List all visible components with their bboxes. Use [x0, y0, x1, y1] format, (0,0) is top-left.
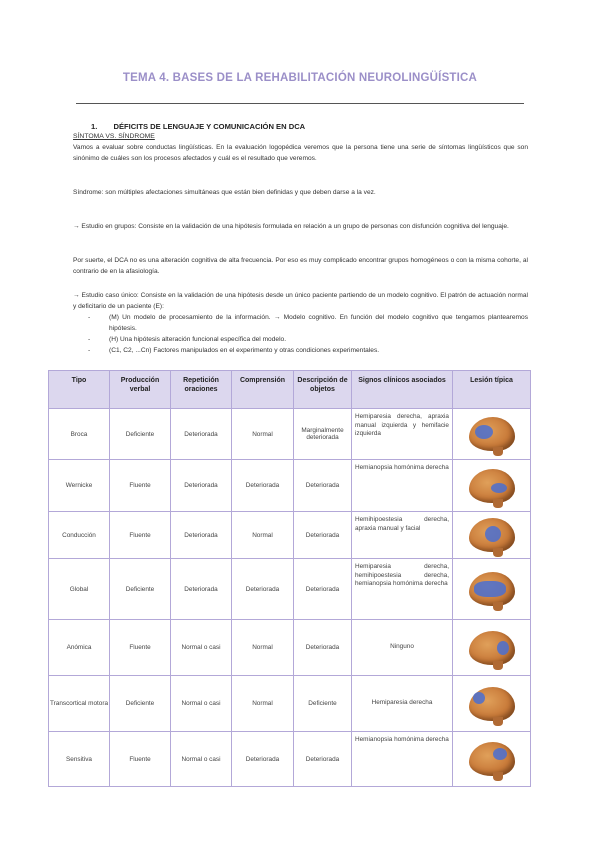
header-produccion: Producción verbal	[110, 371, 171, 409]
page-title: TEMA 4. BASES DE LA REHABILITACIÓN NEUROLINGÜÍSTICA	[122, 72, 478, 84]
brain-lesion-image	[469, 469, 515, 503]
header-signos: Signos clínicos asociados	[352, 371, 453, 409]
table-row	[49, 512, 531, 559]
cell-tipo: Sensitiva	[49, 732, 110, 787]
cell-comprension: Normal	[232, 620, 294, 676]
cell-comprension: Deteriorada	[232, 732, 294, 787]
cell-repeticion: Deteriorada	[171, 559, 232, 620]
cell-lesion	[453, 460, 531, 512]
cell-produccion: Fluente	[110, 460, 171, 512]
list-item	[88, 313, 528, 334]
cell-produccion: Fluente	[110, 732, 171, 787]
header-tipo: Tipo	[49, 371, 110, 409]
cell-lesion	[453, 676, 531, 732]
paragraph-intro: Vamos a evaluar sobre conductas lingüísticas. En la evaluación logopédica veremos que la persona tiene una serie de síntomas lingüísticos que son sinónimo de cuáles son los procesos afectados y cuál es el resultado que veremos.	[73, 144, 528, 162]
cell-signos: Hemiparesia derecha, hemihipoestesia derecha, hemianopsia homónima derecha	[352, 559, 453, 620]
cell-comprension: Normal	[232, 409, 294, 460]
table-row	[49, 732, 531, 787]
subtitle: SÍNTOMA VS. SÍNDROME	[73, 133, 155, 140]
section-title: DÉFICITS DE LENGUAJE Y COMUNICACIÓN EN DCA	[113, 122, 306, 131]
cell-signos: Hemianopsia homónima derecha	[352, 460, 453, 512]
cell-repeticion: Deteriorada	[171, 512, 232, 559]
cell-descripcion: Deteriorada	[294, 620, 352, 676]
cell-lesion	[453, 559, 531, 620]
cell-tipo: Wernicke	[49, 460, 110, 512]
cell-repeticion: Normal o casi	[171, 676, 232, 732]
list-item-text: (C1, C2, ...Cn) Factores manipulados en el experimento y otras condiciones experimentales.	[109, 347, 380, 354]
cell-repeticion: Normal o casi	[171, 620, 232, 676]
cell-descripcion: Deteriorada	[294, 460, 352, 512]
brain-lesion-image	[469, 417, 515, 451]
list-item-text: (H) Una hipótesis alteración funcional específica del modelo.	[109, 336, 287, 343]
cell-descripcion: Marginalmente deteriorada	[294, 409, 352, 460]
brain-lesion-image	[469, 572, 515, 606]
cell-signos: Hemianopsia homónima derecha	[352, 732, 453, 787]
cell-lesion	[453, 620, 531, 676]
paragraph-sindrome: Síndrome: son múltiples afectaciones simultáneas que están bien definidas y que deben darse a la vez.	[73, 189, 376, 196]
cell-lesion	[453, 732, 531, 787]
table-row	[49, 620, 531, 676]
cell-repeticion: Normal o casi	[171, 732, 232, 787]
bullet-dash: -	[88, 314, 91, 321]
cell-produccion: Deficiente	[110, 409, 171, 460]
table-header-row	[49, 371, 531, 409]
title-divider	[76, 103, 524, 104]
paragraph-dca: Por suerte, el DCA no es una alteración cognitiva de alta frecuencia. Por eso es muy complicado encontrar grupos homogéneos o con la misma cohorte, al contrario de en la afasiología.	[73, 257, 528, 275]
cell-lesion	[453, 512, 531, 559]
section-number: 1.	[91, 122, 98, 131]
cell-signos: Ninguno	[352, 620, 453, 676]
aphasia-table	[48, 370, 531, 787]
cell-repeticion: Deteriorada	[171, 460, 232, 512]
cell-repeticion: Deteriorada	[171, 409, 232, 460]
table-row	[49, 409, 531, 460]
cell-tipo: Transcortical motora	[49, 676, 110, 732]
cell-tipo: Conducción	[49, 512, 110, 559]
section-heading	[91, 122, 305, 131]
table-row	[49, 559, 531, 620]
cell-descripcion: Deficiente	[294, 676, 352, 732]
bullet-dash: -	[88, 347, 91, 354]
brain-lesion-image	[469, 687, 515, 721]
cell-produccion: Fluente	[110, 620, 171, 676]
cell-tipo: Global	[49, 559, 110, 620]
header-descripcion: Descripción de objetos	[294, 371, 352, 409]
cell-comprension: Normal	[232, 512, 294, 559]
list-item-text: (M) Un modelo de procesamiento de la información. → Modelo cognitivo. En función del modelo cognitivo que tengamos plantearemos hipótesis.	[109, 314, 528, 332]
cell-produccion: Deficiente	[110, 559, 171, 620]
cell-lesion	[453, 409, 531, 460]
bullet-dash: -	[88, 336, 91, 343]
cell-produccion: Fluente	[110, 512, 171, 559]
cell-tipo: Broca	[49, 409, 110, 460]
header-lesion: Lesión típica	[453, 371, 531, 409]
cell-comprension: Deteriorada	[232, 460, 294, 512]
cell-signos: Hemiparesia derecha	[352, 676, 453, 732]
cell-descripcion: Deteriorada	[294, 732, 352, 787]
brain-lesion-image	[469, 631, 515, 665]
brain-lesion-image	[469, 518, 515, 552]
table-row	[49, 676, 531, 732]
cell-signos: Hemihipoestesia derecha, apraxia manual y facial	[352, 512, 453, 559]
header-repeticion: Repetición oraciones	[171, 371, 232, 409]
cell-comprension: Normal	[232, 676, 294, 732]
cell-comprension: Deteriorada	[232, 559, 294, 620]
cell-descripcion: Deteriorada	[294, 512, 352, 559]
paragraph-estudio-grupos: → Estudio en grupos: Consiste en la validación de una hipótesis formulada en relación a un grupo de personas con disfunción cognitiva del lenguaje.	[73, 223, 509, 230]
cell-produccion: Deficiente	[110, 676, 171, 732]
header-comprension: Comprensión	[232, 371, 294, 409]
paragraph-caso-unico: → Estudio caso único: Consiste en la validación de una hipótesis desde un único paciente partiendo de un modelo cognitivo. El patrón de actuación normal y deficitario de un paciente (E):	[73, 292, 528, 310]
table-row	[49, 460, 531, 512]
brain-lesion-image	[469, 742, 515, 776]
list-item	[88, 335, 528, 346]
cell-signos: Hemiparesia derecha, apraxia manual izquierda y hemifacie izquierda	[352, 409, 453, 460]
list-item	[88, 346, 528, 357]
cell-descripcion: Deteriorada	[294, 559, 352, 620]
cell-tipo: Anómica	[49, 620, 110, 676]
